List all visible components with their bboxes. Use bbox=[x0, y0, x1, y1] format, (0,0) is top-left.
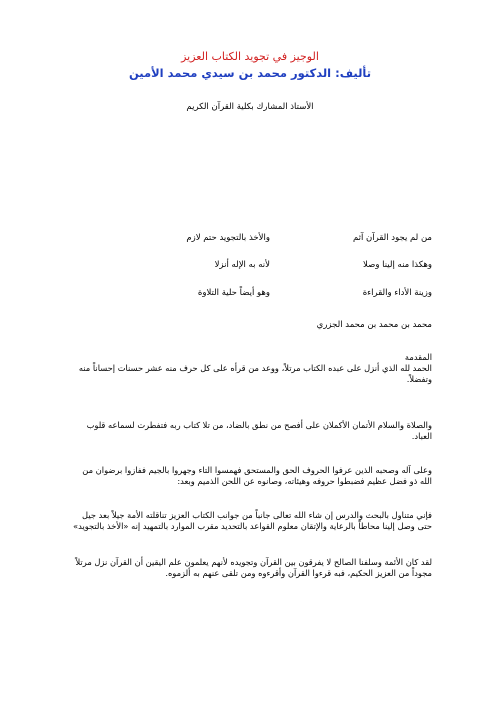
paragraph-1: الحمد لله الذي أنزل على عبده الكتاب مرتلاً، ووعد من قرأه على كل حرف منه عشر حسنات إحساناً منه وتفضلاً. bbox=[78, 363, 432, 384]
verse-1-first-hemistich: من لم يجود القرآن آثم bbox=[352, 233, 432, 243]
author-position: الأستاذ المشارك بكلية القرآن الكريم bbox=[186, 102, 314, 112]
verse-3-second-hemistich: وهو أيضاً حلية التلاوة bbox=[197, 288, 270, 298]
verse-2-second-hemistich: لأنه به الإله أنزلا bbox=[214, 260, 270, 270]
paragraph-3: وعلى آله وصحبه الذين عرفوا الحروف الحق والمستحق فهمسوا التاء وجهروا بالجيم ففازوا برضوان من الله ذو فضل عظيم فضبطوا حروفه وهيئاته، وصانوه عن اللحن الذميم وبعد: bbox=[82, 465, 432, 486]
author-line: تأليف: الدكتور محمد بن سيدي محمد الأمين bbox=[128, 66, 372, 80]
book-title: الوجيز في تجويد الكتاب العزيز bbox=[181, 50, 319, 63]
verse-3-first-hemistich: وزينة الأداء والقراءة bbox=[362, 288, 432, 298]
verse-1-second-hemistich: والأخذ بالتجويد حتم لازم bbox=[186, 233, 270, 243]
paragraph-2: والصلاة والسلام الأتمان الأكملان على أفصح من نطق بالضاد، من تلا كتاب ربه فتفطرت لسماعه قلوب العباد. bbox=[86, 420, 432, 441]
verse-2-first-hemistich: وهكذا منه إلينا وصلا bbox=[363, 260, 432, 270]
paragraph-4: فإني متناول بالبحث والدرس إن شاء الله تعالى جانباً من جوانب الكتاب العزيز تناقلته الأمة جيلاً بعد جيل حتى وصل إلينا محاطاً بالرعاية والإتقان معلوم القواعد بالتحديد مقرب الموارد بالتمهيد إنه «الأخذ بالتجويد» bbox=[73, 510, 432, 531]
poet-name: محمد بن محمد بن محمد الجزري bbox=[316, 320, 432, 330]
section-heading: المقدمة bbox=[404, 352, 432, 362]
paragraph-5: لقد كان الأئمة وسلفنا الصالح لا يفرقون بين القرآن وتجويده لأنهم يعلمون علم اليقين أن القرآن نزل مرتلاً مجوداً من العزيز الحكيم، فبه قرءوا القرآن وأقرءوه ومن تلقى عنهم به ألزموه. bbox=[75, 557, 432, 578]
